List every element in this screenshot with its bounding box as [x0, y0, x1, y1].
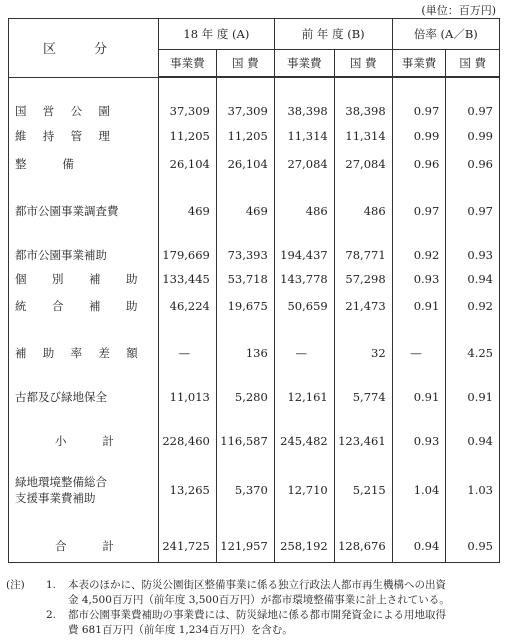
- cell-prev-koku: 38,398: [334, 100, 392, 122]
- row-label: 都市公園事業補助: [9, 244, 159, 266]
- cell-ratio-jigyo: 0.91: [392, 292, 446, 320]
- cell-ratio-koku: 0.96: [446, 150, 500, 178]
- cell-ratio-jigyo: 1.04: [392, 474, 446, 506]
- cell-current-jigyo: 11,013: [158, 386, 216, 408]
- cell-prev-jigyo: 245,482: [274, 430, 334, 452]
- header-previous-year: 前 年 度 (B): [274, 19, 392, 50]
- cell-prev-koku: 5,774: [334, 386, 392, 408]
- cell-ratio-koku: 0.97: [446, 100, 500, 122]
- spacer-row: [9, 408, 500, 430]
- spacer-row: [9, 77, 500, 100]
- table-row: [9, 292, 500, 320]
- cell-ratio-jigyo: —: [392, 342, 446, 364]
- cell-current-jigyo: 241,725: [158, 530, 216, 562]
- row-label: 都市公園事業調査費: [9, 200, 159, 222]
- row-label-line-1: 緑地環境整備総合: [15, 475, 107, 489]
- cell-current-jigyo: 228,460: [158, 430, 216, 452]
- table-row: [9, 100, 500, 122]
- table-row: [9, 200, 500, 222]
- cell-prev-koku: 21,473: [334, 292, 392, 320]
- cell-ratio-koku: 0.95: [446, 530, 500, 562]
- cell-prev-jigyo: 194,437: [274, 244, 334, 266]
- cell-prev-jigyo: 12,710: [274, 474, 334, 506]
- cell-current-jigyo: 46,224: [158, 292, 216, 320]
- cell-prev-jigyo: —: [274, 342, 334, 364]
- cell-ratio-koku: 4.25: [446, 342, 500, 364]
- row-label: 維 持 管 理: [9, 122, 159, 150]
- header-ratio: 倍率 (A／B): [392, 19, 499, 50]
- cell-current-koku: 469: [216, 200, 274, 222]
- spacer-row: [9, 506, 500, 530]
- budget-table: [8, 18, 500, 563]
- row-label: 整 備: [9, 150, 159, 178]
- unit-label: (単位：百万円): [421, 4, 496, 17]
- cell-current-koku: 26,104: [216, 150, 274, 178]
- cell-current-jigyo: 37,309: [158, 100, 216, 122]
- cell-ratio-koku: 0.99: [446, 122, 500, 150]
- cell-ratio-koku: 0.92: [446, 292, 500, 320]
- cell-current-koku: 5,280: [216, 386, 274, 408]
- note-text: 都市公園事業費補助の事業費には、防災緑地に係る都市開発資金による用地取得: [68, 609, 446, 621]
- cell-prev-koku: 123,461: [334, 430, 392, 452]
- spacer-row: [9, 452, 500, 474]
- spacer-row: [9, 364, 500, 386]
- cell-current-jigyo: 179,669: [158, 244, 216, 266]
- header-sub: 事業費: [158, 50, 216, 78]
- cell-ratio-jigyo: 0.94: [392, 530, 446, 562]
- cell-prev-koku: 128,676: [334, 530, 392, 562]
- cell-prev-jigyo: 38,398: [274, 100, 334, 122]
- cell-ratio-koku: 0.93: [446, 244, 500, 266]
- table-row: [9, 430, 500, 452]
- row-label: 小 計: [9, 430, 159, 452]
- cell-current-jigyo: 469: [158, 200, 216, 222]
- note-number: 1.: [46, 579, 57, 591]
- table-row: [9, 122, 500, 150]
- cell-prev-koku: 27,084: [334, 150, 392, 178]
- spacer-row: [9, 320, 500, 342]
- cell-prev-jigyo: 27,084: [274, 150, 334, 178]
- cell-prev-koku: 32: [334, 342, 392, 364]
- cell-ratio-koku: 0.94: [446, 430, 500, 452]
- row-label: 合 計: [9, 530, 159, 562]
- header-sub: 事業費: [274, 50, 334, 78]
- table-row: [9, 266, 500, 292]
- spacer-row: [9, 222, 500, 244]
- cell-prev-koku: 57,298: [334, 266, 392, 292]
- header-row-1: [9, 19, 500, 50]
- header-sub: 国 費: [216, 50, 274, 78]
- cell-ratio-koku: 0.97: [446, 200, 500, 222]
- cell-ratio-jigyo: 0.93: [392, 430, 446, 452]
- cell-ratio-jigyo: 0.97: [392, 200, 446, 222]
- notes-tag: (注): [6, 579, 25, 591]
- table-row: [9, 386, 500, 408]
- cell-current-koku: 53,718: [216, 266, 274, 292]
- note-item-continued: [6, 623, 504, 638]
- note-item: [6, 578, 504, 593]
- note-text: 本表のほかに、防災公園街区整備事業に係る独立行政法人都市再生機構への出資: [68, 579, 446, 591]
- cell-prev-jigyo: 486: [274, 200, 334, 222]
- cell-ratio-jigyo: 0.91: [392, 386, 446, 408]
- cell-current-jigyo: 26,104: [158, 150, 216, 178]
- row-label-line-2: 支援事業費補助: [15, 491, 96, 505]
- cell-prev-jigyo: 12,161: [274, 386, 334, 408]
- header-sub: 国 費: [334, 50, 392, 78]
- cell-ratio-koku: 0.91: [446, 386, 500, 408]
- note-item-continued: [6, 593, 504, 608]
- row-label: 補 助 率 差 額: [9, 342, 159, 364]
- note-text: 金 4,500百万円（前年度 3,500百万円）が都市環境整備事業に計上されている。: [68, 594, 450, 606]
- table-row: [9, 342, 500, 364]
- cell-prev-koku: 5,215: [334, 474, 392, 506]
- header-sub: 国 費: [446, 50, 500, 78]
- table-row: [9, 244, 500, 266]
- cell-ratio-jigyo: 0.97: [392, 100, 446, 122]
- header-kubun: 区 分: [9, 19, 159, 78]
- note-text: 費 681百万円（前年度 1,234百万円）を含む。: [68, 624, 293, 636]
- cell-current-jigyo: 133,445: [158, 266, 216, 292]
- cell-prev-jigyo: 50,659: [274, 292, 334, 320]
- spacer-row: [9, 178, 500, 200]
- table-row: [9, 474, 500, 506]
- cell-ratio-jigyo: 0.96: [392, 150, 446, 178]
- table-row: [9, 530, 500, 562]
- cell-ratio-jigyo: 0.92: [392, 244, 446, 266]
- cell-current-koku: 11,205: [216, 122, 274, 150]
- row-label: 古都及び緑地保全: [9, 386, 159, 408]
- note-number: 2.: [46, 609, 57, 621]
- cell-prev-koku: 11,314: [334, 122, 392, 150]
- cell-ratio-jigyo: 0.99: [392, 122, 446, 150]
- header-current-year: 18 年 度 (A): [158, 19, 274, 50]
- cell-current-koku: 19,675: [216, 292, 274, 320]
- cell-current-koku: 116,587: [216, 430, 274, 452]
- cell-current-jigyo: 13,265: [158, 474, 216, 506]
- cell-ratio-koku: 0.94: [446, 266, 500, 292]
- cell-prev-koku: 486: [334, 200, 392, 222]
- cell-current-koku: 37,309: [216, 100, 274, 122]
- cell-prev-jigyo: 143,778: [274, 266, 334, 292]
- header-sub: 事業費: [392, 50, 446, 78]
- row-label: 統 合 補 助: [9, 292, 159, 320]
- note-item: [6, 608, 504, 623]
- cell-prev-koku: 78,771: [334, 244, 392, 266]
- cell-ratio-jigyo: 0.93: [392, 266, 446, 292]
- cell-current-koku: 5,370: [216, 474, 274, 506]
- cell-current-koku: 136: [216, 342, 274, 364]
- cell-current-jigyo: 11,205: [158, 122, 216, 150]
- cell-current-koku: 73,393: [216, 244, 274, 266]
- table-row: [9, 150, 500, 178]
- row-label: 国 営 公 園: [9, 100, 159, 122]
- cell-prev-jigyo: 258,192: [274, 530, 334, 562]
- cell-ratio-koku: 1.03: [446, 474, 500, 506]
- row-label: 個 別 補 助: [9, 266, 159, 292]
- cell-current-koku: 121,957: [216, 530, 274, 562]
- notes: [6, 578, 504, 638]
- cell-current-jigyo: —: [158, 342, 216, 364]
- cell-prev-jigyo: 11,314: [274, 122, 334, 150]
- row-label: [9, 474, 159, 506]
